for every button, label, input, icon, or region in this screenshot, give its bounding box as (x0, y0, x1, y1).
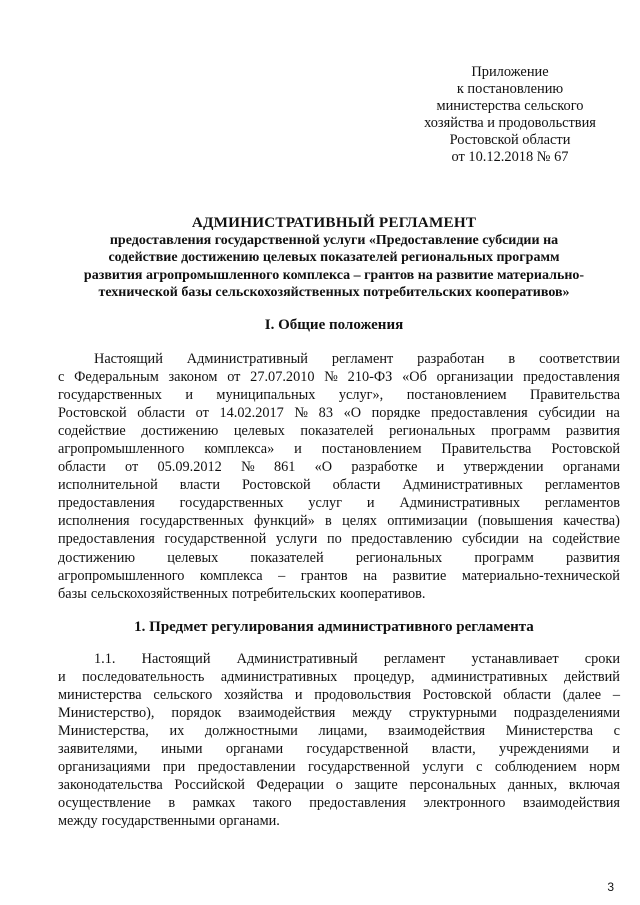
text-line: исполнительной власти Ростовской области Административных регламентов (58, 477, 620, 494)
document-title: АДМИНИСТРАТИВНЫЙ РЕГЛАМЕНТ (191, 214, 477, 231)
appendix-line: Ростовской области (449, 132, 571, 149)
text-line: с Федеральным законом от 27.07.2010 № 210-ФЗ «Об организации предоставления (58, 369, 620, 386)
text-line: заявителями, иными органами государственной власти, учреждениями и (58, 741, 620, 758)
appendix-line: хозяйства и продовольствия (424, 115, 596, 132)
paragraph-subject-regulation (58, 650, 620, 830)
text-line: содействие достижению целевых показателей региональных программ развития (58, 423, 620, 440)
paragraph-general-provisions (58, 350, 620, 603)
title-block (48, 214, 620, 302)
text-line: предоставления государственных услуг и Административных регламентов (58, 495, 620, 512)
text-line: 1.1. Настоящий Административный регламент устанавливает сроки (94, 651, 620, 667)
text-line: предоставления государственной услуги по предоставлению субсидии на содействие (58, 531, 620, 548)
text-line: исполнения государственных функций» в целях оптимизации (повышения качества) (58, 513, 620, 530)
appendix-line: к постановлению (456, 81, 564, 98)
section-heading-general: I. Общие положения (264, 317, 404, 333)
text-line: и последовательность административных процедур, административных действий (58, 669, 620, 686)
text-line: законодательства Российской Федерации о защите персональных данных, включая (58, 777, 620, 794)
text-line: области от 05.09.2012 № 861 «О разработке и утверждении органами (58, 459, 620, 476)
appendix-line: от 10.12.2018 № 67 (451, 149, 569, 166)
subtitle-line: содействие достижению целевых показателей региональных программ (108, 250, 560, 266)
text-line: осуществление в рамках такого предоставления электронного взаимодействия (58, 795, 620, 812)
subtitle-line: предоставления государственной услуги «Предоставление субсидии на (109, 233, 559, 248)
document-subtitle (48, 232, 620, 302)
text-line: организациями при предоставлении государственной услуги с соблюдением норм (58, 759, 620, 776)
text-line: Ростовской области от 14.02.2017 № 83 «О порядке предоставления субсидии на (58, 405, 620, 422)
page-number: 3 (607, 880, 614, 894)
text-line: агропромышленного комплекса – грантов на развитие материально-технической (58, 567, 620, 584)
subtitle-line: развития агропромышленного комплекса – грантов на развитие материально- (83, 267, 585, 283)
appendix-block (395, 64, 625, 167)
text-line: министерства сельского хозяйства и продовольствия Ростовской области (далее – (58, 687, 620, 704)
appendix-line: министерства сельского (436, 98, 584, 115)
appendix-line: Приложение (471, 64, 549, 80)
text-line: Настоящий Административный регламент разработан в соответствии (94, 351, 620, 367)
text-line: между государственными органами. (58, 813, 280, 830)
text-line: Министерство), порядок взаимодействия между структурными подразделениями (58, 705, 620, 722)
subtitle-line: технической базы сельскохозяйственных потребительских кооперативов» (98, 285, 570, 301)
text-line: достижению целевых показателей региональных программ развития (58, 549, 620, 566)
text-line: базы сельскохозяйственных потребительских кооперативов. (58, 585, 426, 602)
text-line: Министерства, их должностными лицами, взаимодействия Министерства с (58, 723, 620, 740)
section-heading-subject: 1. Предмет регулирования административного регламента (134, 619, 534, 635)
text-line: государственных и муниципальных услуг», постановлением Правительства (58, 387, 620, 404)
text-line: агропромышленного комплекса» и постановлением Правительства Ростовской (58, 441, 620, 458)
